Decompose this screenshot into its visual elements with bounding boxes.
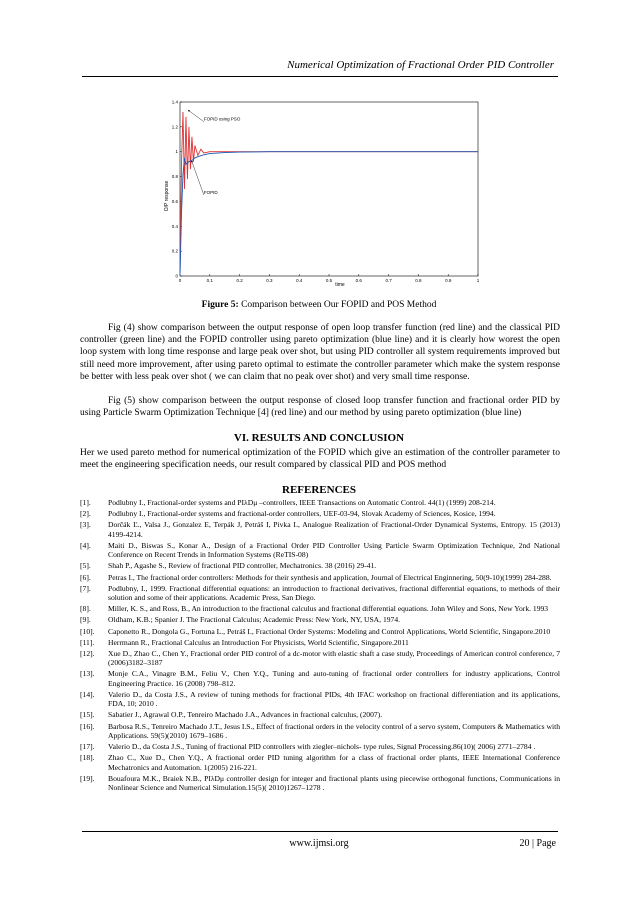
x-tick-label: 0.5 bbox=[325, 278, 333, 283]
x-tick-label: 0.9 bbox=[445, 278, 452, 283]
reference-number: [18]. bbox=[80, 753, 95, 763]
annotation-arrowhead bbox=[188, 110, 190, 112]
y-axis-label: O/P response bbox=[164, 180, 170, 212]
reference-item bbox=[80, 649, 560, 668]
response-chart bbox=[160, 88, 480, 288]
reference-item bbox=[80, 742, 560, 751]
reference-number: [8]. bbox=[80, 604, 91, 614]
reference-item bbox=[80, 753, 560, 772]
page-number: 20 | Page bbox=[519, 838, 556, 849]
reference-number: [3]. bbox=[80, 520, 91, 530]
paragraph-fig5: Fig (5) show comparison between the output response of closed loop transfer function and fractional order PID by using Particle Swarm Optimization Technique [4] (red line) and our method by using pareto optimization (blue line) bbox=[80, 396, 560, 419]
reference-item bbox=[80, 520, 560, 539]
reference-number: [15]. bbox=[80, 710, 95, 720]
series-line-0 bbox=[180, 112, 478, 276]
reference-number: [14]. bbox=[80, 689, 95, 699]
reference-text: Monje C.A., Vinagre B.M., Feliu V., Chen Y.Q., Tuning and auto-tuning of fractional order controllers for industry applications, Control Engineering Practice. 16 (2008) 798–812. bbox=[108, 669, 560, 688]
header-rule bbox=[82, 76, 558, 77]
reference-text: Miller, K. S., and Ross, B., An introduction to the fractional calculus and fractional differential equations. John Wiley and Sons, New York. 1993 bbox=[108, 604, 549, 614]
reference-text: Sabatier J., Agrawal O.P., Tenreiro Machado J.A., Advances in fractional calculus, (2007). bbox=[108, 710, 383, 720]
reference-text: Maiti D., Biswas S., Konar A., Design of a Fractional Order PID Controller Using Particle Swarm Optimization Technique, 2nd National Conference on Recent Trends in Information Systems (ReTIS-08) bbox=[108, 540, 560, 560]
reference-text: Zhao C., Xue D., Chen Y.Q., A fractional order PID tuning algorithm for a class of fractional order plants, IEEE International Conference Mechatronics and Automation. 1(2005) 216-221. bbox=[108, 753, 560, 772]
reference-number: [6]. bbox=[80, 572, 91, 582]
y-tick-label: 0.2 bbox=[171, 248, 178, 254]
y-tick-label: 0 bbox=[175, 273, 178, 279]
chart-axes bbox=[180, 102, 478, 276]
reference-number: [10]. bbox=[80, 626, 95, 636]
reference-item bbox=[80, 774, 560, 793]
chart-ticks bbox=[172, 100, 480, 284]
annotation-arrow bbox=[189, 111, 204, 122]
footer-url[interactable]: www.ijmsi.org bbox=[289, 838, 349, 849]
reference-text: Caponetto R., Dongola G., Fortuna L., Petráš I., Fractional Order Systems: Modeling and Control Applications, World Scientific, Singapore.2010 bbox=[108, 626, 551, 636]
reference-item bbox=[80, 498, 560, 507]
reference-number: [2]. bbox=[80, 509, 91, 519]
reference-number: [13]. bbox=[80, 669, 95, 679]
reference-number: [7]. bbox=[80, 583, 91, 593]
y-tick-label: 1.4 bbox=[171, 99, 178, 105]
running-header: Numerical Optimization of Fractional Order PID Controller bbox=[287, 59, 554, 71]
y-tick-label: 0.6 bbox=[171, 198, 178, 204]
reference-text: Podlubny, I., 1999. Fractional differential equations: an introduction to fractional derivatives, fractional differential equations, to methods of their solution and some of their applications. Academic Press, San Diego. bbox=[108, 583, 560, 603]
reference-text: Petras I., The fractional order controllers: Methods for their synthesis and application, Journal of Electrical Enginnering, 50(9-10)(1999) 284-288. bbox=[108, 572, 552, 582]
x-tick-label: 0.1 bbox=[206, 278, 213, 283]
series-line-1 bbox=[180, 152, 478, 276]
reference-item bbox=[80, 615, 560, 624]
reference-number: [1]. bbox=[80, 498, 91, 507]
figure-label: Figure 5: bbox=[201, 300, 239, 310]
footer-rule bbox=[82, 831, 558, 832]
reference-text: Shah P., Agashe S., Review of fractional PID controller, Mechatronics. 38 (2016) 29-41. bbox=[108, 561, 377, 571]
x-tick-label: 0.7 bbox=[385, 278, 392, 283]
annotation-label: FOPID using PSO bbox=[203, 116, 241, 122]
x-tick-label: 0.3 bbox=[266, 278, 273, 283]
figure-5 bbox=[160, 88, 480, 288]
paragraph-conclusion: Her we used pareto method for numerical optimization of the FOPID which give an estimation of the controller parameter to meet the engineering specification needs, our result compared by classical PID and POS method bbox=[80, 448, 560, 471]
figure-caption-text: Comparison between Our FOPID and POS Method bbox=[238, 300, 437, 310]
reference-item bbox=[80, 541, 560, 560]
reference-text: Valerio D., da Costa J.S., A review of tuning methods for fractional PIDs, 4th IFAC workshop on fractional differentiation and its applications, FDA, 10; 2010 . bbox=[108, 689, 560, 709]
reference-item bbox=[80, 509, 560, 518]
references-list bbox=[80, 498, 560, 794]
figure-caption bbox=[0, 300, 638, 310]
reference-item bbox=[80, 669, 560, 688]
reference-text: Xue D., Zhao C., Chen Y., Fractional order PID control of a dc-motor with elastic shaft a case study, Proceedings of American control conference, 7 (2006)3182–3187 bbox=[108, 648, 560, 668]
y-tick-label: 1.2 bbox=[171, 124, 178, 130]
reference-number: [16]. bbox=[80, 721, 95, 731]
x-tick-label: 0 bbox=[178, 278, 182, 283]
reference-number: [9]. bbox=[80, 615, 91, 625]
x-axis-label: time bbox=[335, 282, 345, 288]
reference-item bbox=[80, 561, 560, 570]
y-tick-label: 0.4 bbox=[171, 223, 178, 229]
reference-text: Bouafoura M.K., Braiek N.B., PIλDμ controller design for integer and fractional plants using piecewise orthogonal functions, Communications in Nonlinear Science and Numerical Simulation.15(5)( 2010)1267–1278 . bbox=[108, 773, 560, 793]
reference-item bbox=[80, 604, 560, 613]
reference-text: Oldham, K.B.; Spanier J. The Fractional Calculus; Academic Press: New York, NY, USA, 1974. bbox=[108, 615, 401, 625]
x-tick-label: 0.8 bbox=[415, 278, 422, 283]
annotation-label: FOPID bbox=[203, 189, 218, 195]
reference-number: [11]. bbox=[80, 637, 95, 647]
annotation-arrowhead bbox=[191, 161, 193, 163]
reference-item bbox=[80, 638, 560, 647]
reference-text: Podlubny I., Fractional-order systems and fractional-order controllers, UEF-03-94, Slovak Academy of Sciences, Kosice, 1994. bbox=[108, 509, 496, 519]
paragraph-fig4: Fig (4) show comparison between the output response of open loop transfer function (red line) and the classical PID controller (green line) and the FOPID controller using pareto optimization (blue line) and it is clearly how worest the open loop system with long time response and large peak over shot, but using PID controller all system requirements improved but still need more improvement, after using pareto optimal to estimate the controller parameter which make the system response be better with less peak over shot ( we can claim that no peak over shot) and very small time response. bbox=[80, 323, 560, 382]
reference-item bbox=[80, 722, 560, 741]
reference-number: [12]. bbox=[80, 648, 95, 658]
plot-frame bbox=[180, 102, 478, 276]
x-tick-label: 0.2 bbox=[236, 278, 243, 283]
references-heading: REFERENCES bbox=[282, 484, 356, 496]
reference-text: Valerio D., da Costa J.S., Tuning of fractional PID controllers with ziegler–nichols- type rules, Signal Processing.86(10)( 2006) 2771–2784 . bbox=[108, 742, 536, 752]
reference-text: Dorčák Ľ., Valsa J., Gonzalez E, Terpák J, Petráš I, Pivka L, Analogue Realization of Fractional-Order Dynamical Systems, Entropy. 15 (2013) 4199-4214. bbox=[108, 520, 560, 539]
reference-item bbox=[80, 627, 560, 636]
reference-number: [19]. bbox=[80, 773, 95, 783]
reference-item bbox=[80, 573, 560, 582]
chart-series bbox=[180, 112, 478, 276]
reference-text: Herrmann R., Fractional Calculus an Introduction For Physicists, World Scientific, Singapore.2011 bbox=[108, 637, 409, 647]
y-tick-label: 0.8 bbox=[171, 174, 178, 180]
reference-text: Barbosa R.S., Tenreiro Machado J.T., Jesus I.S., Effect of fractional orders in the velocity control of a servo system, Computers & Mathematics with Applications. 59(5)(2010) 1679–1686 . bbox=[108, 721, 560, 740]
reference-text: Podlubny I., Fractional-order systems and PIλDμ –controllers, IEEE Transactions on Automatic Control. 44(1) (1999) 208-214. bbox=[108, 498, 496, 507]
x-tick-label: 1 bbox=[476, 278, 480, 283]
reference-number: [4]. bbox=[80, 540, 91, 550]
reference-number: [17]. bbox=[80, 742, 95, 752]
x-tick-label: 0.4 bbox=[296, 278, 303, 283]
y-tick-label: 1 bbox=[175, 149, 178, 155]
section-heading: VI. RESULTS AND CONCLUSION bbox=[233, 432, 405, 444]
reference-item bbox=[80, 584, 560, 603]
reference-item bbox=[80, 710, 560, 719]
annotation-arrow bbox=[192, 162, 204, 195]
reference-number: [5]. bbox=[80, 561, 91, 571]
reference-item bbox=[80, 690, 560, 709]
x-tick-label: 0.6 bbox=[355, 278, 362, 283]
